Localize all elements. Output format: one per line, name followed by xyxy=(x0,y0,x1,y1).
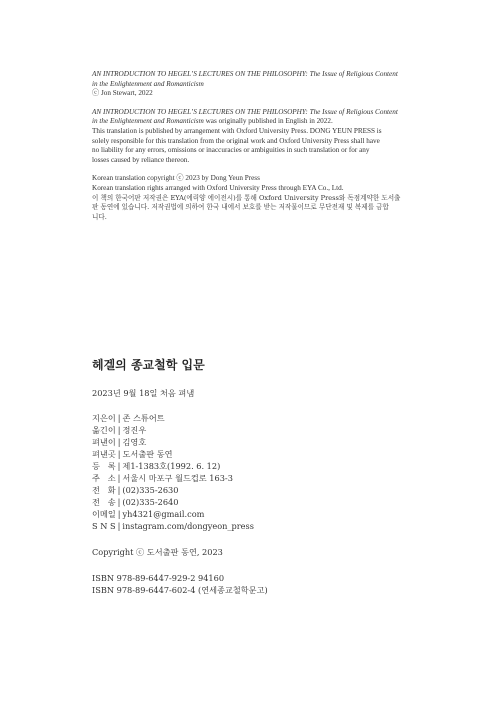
credit-row xyxy=(92,484,417,496)
korean-rights-line2: Korean translation rights arranged with Oxford University Press through EYA Co., Ltd. xyxy=(92,183,344,192)
credit-row xyxy=(92,508,417,520)
original-title-line1: AN INTRODUCTION TO HEGEL’S LECTURES ON THE PHILOSOPHY: The Issue of Religious Content xyxy=(92,70,398,78)
translation-title-rest: was originally published in English in 2022. xyxy=(203,117,333,126)
book-title: 헤겔의 종교철학 입문 xyxy=(92,358,205,372)
credit-separator: | xyxy=(117,413,121,423)
translation-notice-line6: losses caused by reliance thereon. xyxy=(92,155,190,164)
credit-row xyxy=(92,412,417,424)
credit-value: 도서출판 동연 xyxy=(122,449,173,459)
credit-row xyxy=(92,520,417,532)
credit-separator: | xyxy=(117,509,121,519)
korean-rights-line3: 이 책의 한국어판 저작권은 EYA(에릭양 에이전시)를 통해 Oxford University Press와 독점계약한 도서출 xyxy=(92,193,401,202)
credit-value: 제1-1383호(1992. 6. 12) xyxy=(122,461,221,471)
credit-label: 지은이 xyxy=(92,413,116,423)
isbn-line1: ISBN 978-89-6447-929-2 94160 xyxy=(92,573,225,583)
credit-row xyxy=(92,424,417,436)
publication-date: 2023년 9월 18일 처음 펴냄 xyxy=(92,388,195,398)
credit-row xyxy=(92,496,417,508)
credit-separator: | xyxy=(117,521,121,531)
credit-separator: | xyxy=(117,497,121,507)
isbn-line2: ISBN 978-89-6447-602-4 (연세종교철학문고) xyxy=(92,585,268,595)
translation-title-line1: AN INTRODUCTION TO HEGEL’S LECTURES ON THE PHILOSOPHY: The Issue of Religious Content xyxy=(92,107,398,116)
credits-list xyxy=(92,412,417,532)
credit-separator: | xyxy=(117,449,121,459)
korean-rights-line5: 니다. xyxy=(92,212,107,221)
credit-label: S N S xyxy=(92,521,116,531)
credit-value: 김영호 xyxy=(122,437,147,447)
credit-value: instagram.com/dongyeon_press xyxy=(122,521,254,531)
credit-label: 전 송 xyxy=(92,497,116,507)
credit-label: 주 소 xyxy=(92,473,116,483)
credit-label: 펴낸곳 xyxy=(92,449,116,459)
credit-label: 펴낸이 xyxy=(92,437,116,447)
credit-label: 옮긴이 xyxy=(92,425,116,435)
credit-value: yh4321@gmail.com xyxy=(122,509,205,519)
credit-label: 전 화 xyxy=(92,485,116,495)
colophon-section xyxy=(92,356,417,596)
credit-separator: | xyxy=(117,437,121,447)
credit-value: (02)335-2630 xyxy=(122,485,179,495)
translation-title-italic: in the Enlightenment and Romanticism xyxy=(92,117,204,126)
copyright-korean: Copyright ⓒ 도서출판 동연, 2023 xyxy=(92,547,223,557)
credit-row xyxy=(92,460,417,472)
credit-label: 등 록 xyxy=(92,461,116,471)
credit-label: 이메일 xyxy=(92,509,116,519)
credit-row xyxy=(92,472,417,484)
credit-separator: | xyxy=(117,461,121,471)
translation-title-line2 xyxy=(92,117,417,127)
translation-notice-line5: no liability for any errors, omissions or inaccuracies or ambiguities in such translation or for any xyxy=(92,146,370,155)
korean-rights-line4: 판 동연에 있습니다. 저작권법에 의하여 한국 내에서 보호를 받는 저작물이므로 무단전재 및 복제를 금합 xyxy=(92,203,389,212)
credit-value: (02)335-2640 xyxy=(122,497,179,507)
korean-rights-line1: Korean translation copyright ⓒ 2023 by Dong Yeun Press xyxy=(92,174,260,183)
credit-separator: | xyxy=(117,425,121,435)
credit-value: 존 스튜어트 xyxy=(122,413,165,423)
credit-value: 정진우 xyxy=(122,425,147,435)
original-copyright: ⓒ Jon Stewart, 2022 xyxy=(92,89,153,98)
credit-separator: | xyxy=(117,473,121,483)
translation-notice-line3: This translation is published by arrangement with Oxford University Press. DONG YEUN PRESS is xyxy=(92,126,382,135)
credit-value: 서울시 마포구 월드컵로 163-3 xyxy=(122,473,233,483)
credit-row xyxy=(92,448,417,460)
original-copyright-section xyxy=(92,70,417,222)
original-title-line2: in the Enlightenment and Romanticism xyxy=(92,79,204,88)
credit-separator: | xyxy=(117,485,121,495)
translation-notice-line4: solely responsible for this translation from the original work and Oxford University Press shall have xyxy=(92,136,380,145)
credit-row xyxy=(92,436,417,448)
